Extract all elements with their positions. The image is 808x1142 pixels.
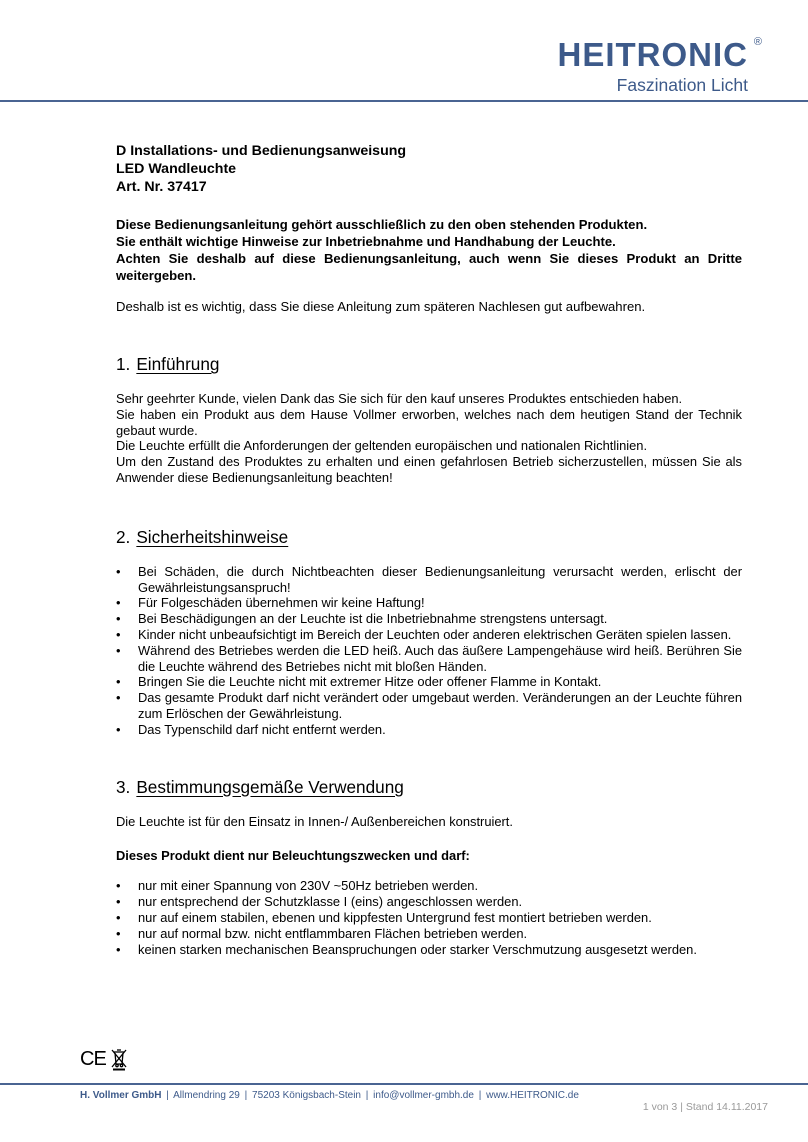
registered-mark: ® xyxy=(753,36,762,48)
footer-contact xyxy=(80,1090,579,1101)
list-item-text: Bei Beschädigungen an der Leuchte ist die Inbetriebnahme strengstens untersagt. xyxy=(138,611,608,627)
bullet-icon: • xyxy=(116,674,121,690)
list-item-text: Für Folgeschäden übernehmen wir keine Haftung! xyxy=(138,595,425,611)
list-item xyxy=(116,627,742,643)
page-number: 1 von 3 xyxy=(642,1101,678,1113)
revision-date: Stand 14.11.2017 xyxy=(685,1101,768,1113)
bullet-icon: • xyxy=(116,909,121,925)
list-item-text: nur entsprechend der Schutzklasse I (eins) angeschlossen werden. xyxy=(138,894,523,910)
brand-name: HEITRONIC xyxy=(557,36,748,73)
bullet-icon: • xyxy=(116,595,121,611)
footer-address: Allmendring 29 xyxy=(173,1090,240,1101)
section-intended-use xyxy=(116,776,742,958)
company-name: H. Vollmer GmbH xyxy=(80,1090,162,1101)
footer-separator: | xyxy=(365,1090,369,1101)
list-item xyxy=(116,595,742,611)
list-item-text: Bei Schäden, die durch Nichtbeachten dieser Bedienungsanleitung verursacht werden, erlischt der Gewährleistungsanspruch! xyxy=(138,563,742,595)
list-item-text: Während des Betriebes werden die LED heiß. Auch das äußere Lampengehäuse wird heiß. Berühren Sie die Leuchte während des Betriebes nicht mit bloßen Händen. xyxy=(138,642,742,674)
bullet-icon: • xyxy=(116,690,121,706)
text-line: Die Leuchte erfüllt die Anforderungen der geltenden europäischen und nationalen Richtlinien. xyxy=(116,438,648,454)
list-item-text: nur auf normal bzw. nicht entflammbaren Flächen betrieben werden. xyxy=(138,925,528,941)
title-line: D Installations- und Bedienungsanweisung xyxy=(116,143,407,159)
list-item-text: Bringen Sie die Leuchte nicht mit extremer Hitze oder offener Flamme in Kontakt. xyxy=(138,674,602,690)
section-safety xyxy=(116,526,742,738)
brand-logo xyxy=(557,36,762,96)
section-text xyxy=(116,391,742,486)
footer-rule xyxy=(0,1083,808,1085)
page-separator: | xyxy=(680,1101,683,1113)
bullet-icon: • xyxy=(116,563,121,579)
list-item xyxy=(116,910,742,926)
list-item-text: nur mit einer Spannung von 230V ~50Hz betrieben werden. xyxy=(138,878,479,894)
section-number: 3. xyxy=(116,776,131,797)
document-title xyxy=(116,142,742,196)
header-rule xyxy=(0,100,808,102)
footer-separator: | xyxy=(166,1090,169,1101)
bullet-icon: • xyxy=(116,941,121,957)
title-line: Art. Nr. 37417 xyxy=(116,179,207,195)
list-item-text: Kinder nicht unbeaufsichtigt im Bereich der Leuchten oder anderen elektrischen Geräten spielen lassen. xyxy=(138,626,732,642)
section-heading xyxy=(116,776,742,798)
section-title: Bestimmungsgemäße Verwendung xyxy=(136,776,404,797)
bullet-icon: • xyxy=(116,894,121,910)
list-item xyxy=(116,611,742,627)
list-item-text: nur auf einem stabilen, ebenen und kippfesten Untergrund fest montiert betrieben werden. xyxy=(138,909,652,925)
bullet-icon: • xyxy=(116,611,121,627)
list-item-text: Das gesamte Produkt darf nicht verändert oder umgebaut werden. Veränderungen an der Leuchte führen zum Erlöschen der Gewährleistung. xyxy=(138,690,742,721)
bullet-icon: • xyxy=(116,878,121,894)
list-item xyxy=(116,878,742,894)
bullet-icon: • xyxy=(116,626,121,642)
safety-list xyxy=(116,564,742,738)
brand-tagline: Faszination Licht xyxy=(616,75,748,95)
document-body xyxy=(116,142,742,957)
subsection-title: Dieses Produkt dient nur Beleuchtungszwecken und darf: xyxy=(116,848,470,864)
footer-separator: | xyxy=(478,1090,482,1101)
intro-line: Achten Sie deshalb auf diese Bedienungsanleitung, auch wenn Sie dieses Produkt an Dritte weitergeben. xyxy=(116,251,742,283)
section-number: 2. xyxy=(116,526,131,547)
bullet-icon: • xyxy=(116,925,121,941)
section-title: Einführung xyxy=(136,354,220,374)
footer-separator: | xyxy=(244,1090,248,1101)
keep-note: Deshalb ist es wichtig, dass Sie diese Anleitung zum späteren Nachlesen gut aufbewahren. xyxy=(116,299,646,314)
section-title: Sicherheitshinweise xyxy=(136,526,289,547)
title-line: LED Wandleuchte xyxy=(116,161,237,177)
list-item-text: Das Typenschild darf nicht entfernt werden. xyxy=(138,721,386,737)
section-heading xyxy=(116,353,742,375)
list-item xyxy=(116,894,742,910)
list-item xyxy=(116,942,742,958)
ce-mark-icon: CE xyxy=(80,1047,106,1070)
usage-list xyxy=(116,878,742,957)
list-item-text: keinen starken mechanischen Beanspruchungen oder starker Verschmutzung ausgesetzt werden. xyxy=(138,941,697,957)
section-heading xyxy=(116,526,742,548)
section-number: 1. xyxy=(116,354,131,374)
footer-website[interactable]: www.HEITRONIC.de xyxy=(486,1090,579,1101)
footer-city: 75203 Königsbach-Stein xyxy=(252,1090,361,1101)
section-introduction xyxy=(116,353,742,486)
list-item xyxy=(116,674,742,690)
text-line: Um den Zustand des Produktes zu erhalten und einen gefahrlosen Betrieb sicherzustellen, müssen Sie als Anwender diese Bedienungsanleitung beachten! xyxy=(116,454,742,485)
intro-block xyxy=(116,216,742,284)
section-text: Die Leuchte ist für den Einsatz in Innen-/ Außenbereichen konstruiert. xyxy=(116,813,513,829)
list-item xyxy=(116,564,742,596)
bullet-icon: • xyxy=(116,721,121,737)
intro-line: Diese Bedienungsanleitung gehört ausschließlich zu den oben stehenden Produkten. xyxy=(116,217,648,232)
compliance-marks xyxy=(80,1047,128,1071)
list-item xyxy=(116,926,742,942)
list-item xyxy=(116,690,742,722)
bullet-icon: • xyxy=(116,642,121,658)
text-line: Sehr geehrter Kunde, vielen Dank das Sie sich für den kauf unseres Produktes entschieden haben. xyxy=(116,391,683,406)
weee-bin-icon xyxy=(110,1047,128,1071)
text-line: Sie haben ein Produkt aus dem Hause Vollmer erworben, welches nach dem heutigen Stand der Technik gebaut wurde. xyxy=(116,406,742,438)
page-stamp xyxy=(643,1101,768,1113)
footer-email[interactable]: info@vollmer-gmbh.de xyxy=(373,1090,474,1101)
list-item xyxy=(116,643,742,675)
list-item xyxy=(116,722,742,738)
intro-line: Sie enthält wichtige Hinweise zur Inbetriebnahme und Handhabung der Leuchte. xyxy=(116,234,616,249)
